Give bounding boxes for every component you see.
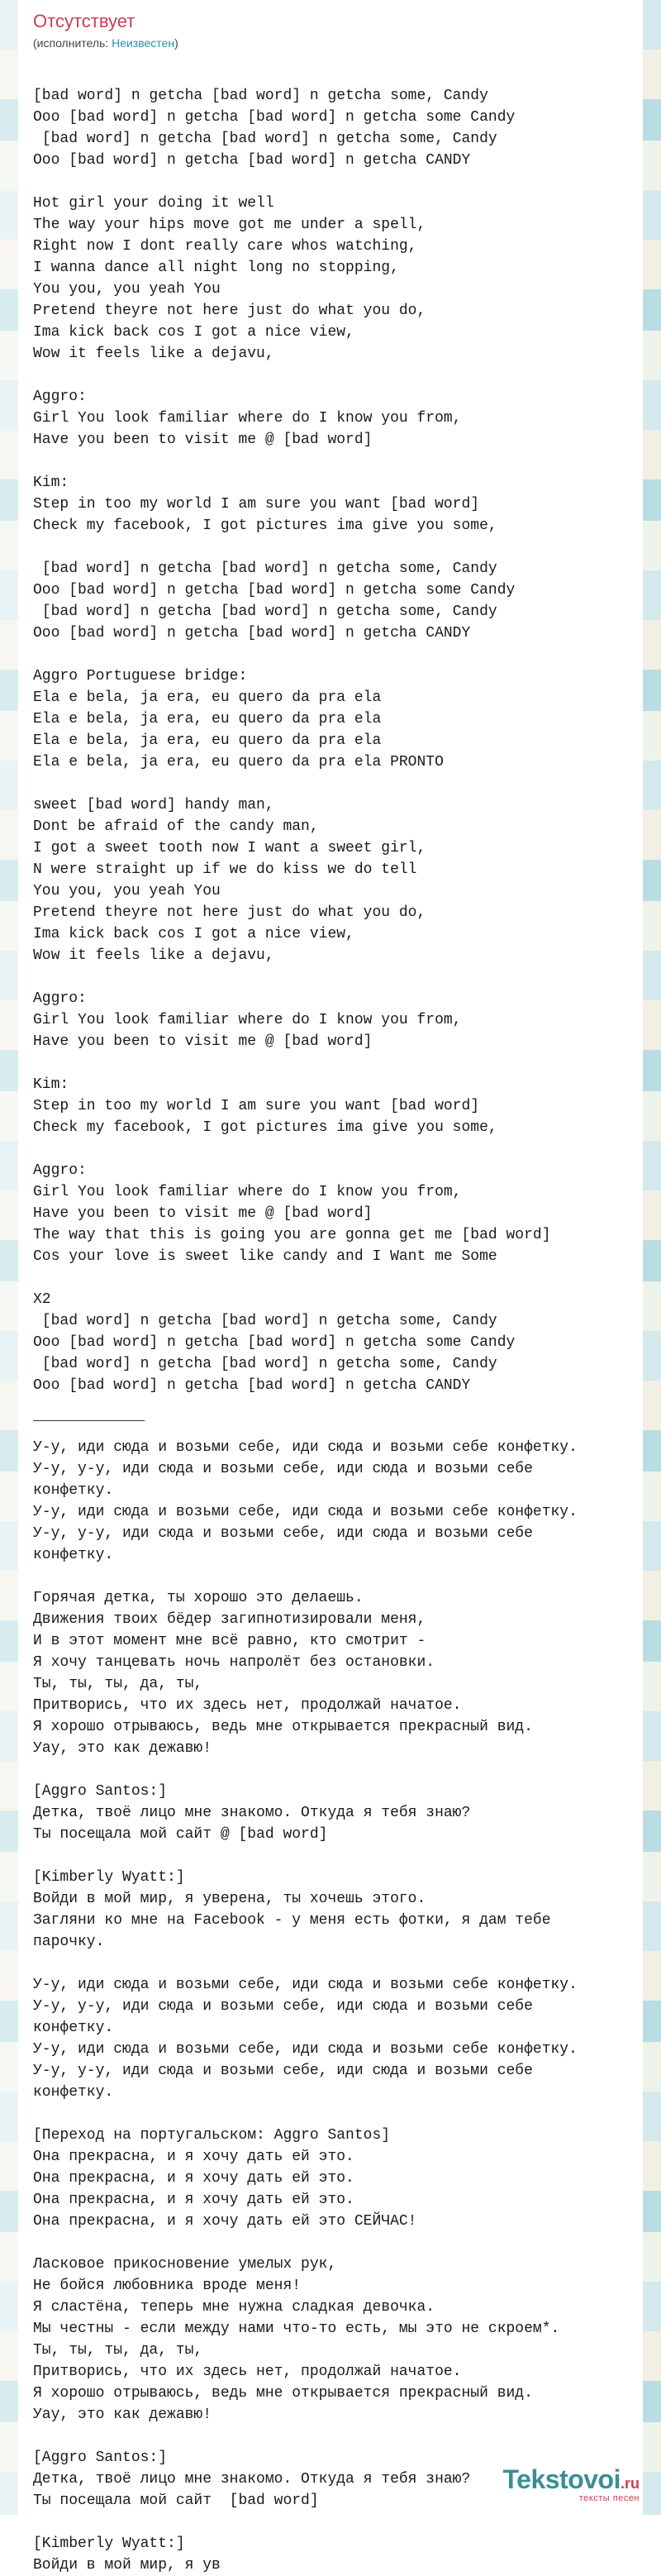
section-divider: [33, 1420, 145, 1421]
song-meta: [33, 36, 178, 50]
lyrics-original: [bad word] n getcha [bad word] n getcha some, Candy Ooo [bad word] n getcha [bad word] n getcha some Candy [bad word] n getcha [bad word] n getcha some, Candy Ooo [bad word] n getcha [bad word] n getcha CANDY Hot girl your doing it well The way your hips move got me under a spell, Right now I dont really care whos watching, I wanna dance all night long no stopping, You you, you yeah You Pretend theyre not here just do what you do, Ima kick back cos I got a nice view, Wow it feels like a dejavu, Aggro: Girl You look familiar where do I know you from, Have you been to visit me @ [bad word] Kim: Step in too my world I am sure you want [bad word] Check my facebook, I got pictures ima give you some, [bad word] n getcha [bad word] n getcha some, Candy Ooo [bad word] n getcha [bad word] n getcha some Candy [bad word] n getcha [bad word] n getcha some, Candy Ooo [bad word] n getcha [bad word] n getcha CANDY Aggro Portuguese bridge: Ela e bela, ja era, eu quero da pra ela Ela e bela, ja era, eu quero da pra ela Ela e bela, ja era, eu quero da pra ela Ela e bela, ja era, eu quero da pra ela PRONTO sweet [bad word] handy man, Dont be afraid of the candy man, I got a sweet tooth now I want a sweet girl, N were straight up if we do kiss we do tell You you, you yeah You Pretend theyre not here just do what you do, Ima kick back cos I got a nice view, Wow it feels like a dejavu, Aggro: Girl You look familiar where do I know you from, Have you been to visit me @ [bad word] Kim: Step in too my world I am sure you want [bad word] Check my facebook, I got pictures ima give you some, Aggro: Girl You look familiar where do I know you from, Have you been to visit me @ [bad word] The way that this is going you are gonna get me [bad word] Cos your love is sweet like candy and I Want me Some X2 [bad word] n getcha [bad word] n getcha some, Candy Ooo [bad word] n getcha [bad word] n getcha some Candy [bad word] n getcha [bad word] n getcha some, Candy Ooo [bad word] n getcha [bad word] n getcha CANDY: [33, 88, 551, 1394]
site-logo[interactable]: [502, 2466, 640, 2503]
song-header: [33, 10, 178, 50]
lyrics-translation: У-у, иди сюда и возьми себе, иди сюда и возьми себе конфетку. У-у, у-у, иди сюда и возьми себе, иди сюда и возьми себе конфетку. У-у, иди сюда и возьми себе, иди сюда и возьми себе конфетку. У-у, у-у, иди сюда и возьми себе, иди сюда и возьми себе конфетку. Горячая детка, ты хорошо это делаешь. Движения твоих бёдер загипнотизировали меня, И в этот момент мне всё равно, кто смотрит - Я хочу танцевать ночь напролёт без остановки. Ты, ты, ты, да, ты, Притворись, что их здесь нет, продолжай начатое. Я хорошо отрываюсь, ведь мне открывается прекрасный вид. Уау, это как дежавю! [Aggro Santos:] Детка, твоё лицо мне знакомо. Откуда я тебя знаю? Ты посещала мой сайт @ [bad word] [Kimberly Wyatt:] Войди в мой мир, я уверена, ты хочешь этого. Загляни ко мне на Facebook - у меня есть фотки, я дам тебе парочку. У-у, иди сюда и возьми себе, иди сюда и возьми себе конфетку. У-у, у-у, иди сюда и возьми себе, иди сюда и возьми себе конфетку. У-у, иди сюда и возьми себе, иди сюда и возьми себе конфетку. У-у, у-у, иди сюда и возьми себе, иди сюда и возьми себе конфетку. [Переход на португальском: Aggro Santos] Она прекрасна, и я хочу дать ей это. Она прекрасна, и я хочу дать ей это. Она прекрасна, и я хочу дать ей это. Она прекрасна, и я хочу дать ей это СЕЙЧАС! Ласковое прикосновение умелых рук, Не бойся любовника вроде меня! Я сластёна, теперь мне нужна сладкая девочка. Мы честны - если между нами что-то есть, мы это не скроем*. Ты, ты, ты, да, ты, Притворись, что их здесь нет, продолжай начатое. Я хорошо отрываюсь, ведь мне открывается прекрасный вид. Уау, это как дежавю! [Aggro Santos:] Детка, твоё лицо мне знакомо. Откуда я тебя знаю? Ты посещала мой сайт [bad word] [Kimberly Wyatt:] Войди в мой мир, я ув: [33, 1439, 578, 2574]
logo-tagline: тексты песен: [578, 2493, 640, 2503]
artist-link[interactable]: Неизвестен: [112, 36, 175, 50]
meta-prefix: (исполнитель:: [33, 36, 112, 50]
song-title: Отсутствует: [33, 11, 136, 31]
right-decorative-stripes: [643, 0, 661, 2515]
meta-suffix: ): [174, 36, 178, 50]
left-decorative-stripes: [0, 0, 18, 2515]
logo-tld: .ru: [620, 2475, 640, 2492]
logo-name: Tekstovoi: [502, 2464, 621, 2494]
